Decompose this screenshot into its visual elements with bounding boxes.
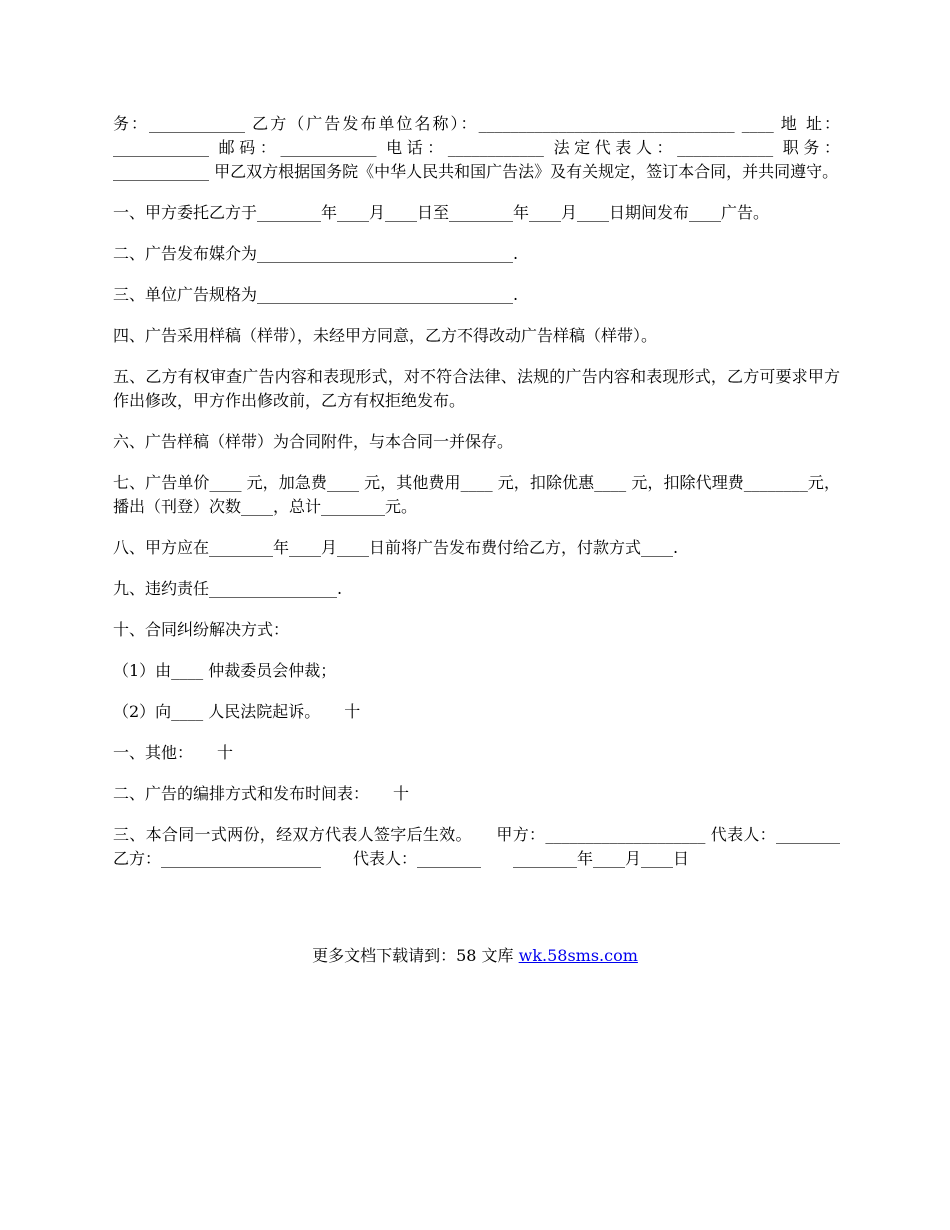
clause-8: 八、甲方应在________年____月____日前将广告发布费付给乙方，付款方式____.	[113, 538, 679, 557]
clause-10-arbitration: （1）由____ 仲裁委员会仲裁；	[113, 661, 337, 680]
clause-6: 六、广告样稿（样带）为合同附件，与本合同一并保存。	[113, 432, 514, 451]
clause-9: 九、违约责任________________.	[113, 579, 343, 598]
contract-body	[113, 112, 873, 888]
clause-3: 三、单位广告规格为________________________________.	[113, 285, 519, 304]
clause-10: 十、合同纠纷解决方式：	[113, 620, 290, 639]
clause-12-schedule: 二、广告的编排方式和发布时间表： 十	[113, 784, 410, 803]
download-footer	[0, 943, 950, 966]
clause-7: 七、广告单价____ 元，加急费____ 元，其他费用____ 元，扣除优惠____ 元，扣除代理费________元，播出（刊登）次数____，总计________元。	[113, 473, 840, 516]
clause-intro: 务：____________ 乙方（广告发布单位名称）：________________________________ ____ 地 址：____________ 邮码：____________ 电话：____________ 法定代表人：____________ 职务：____________ 甲乙双方根据国务院《中华人民共和国广告法》及有关规定，签订本合同，并共同遵守。	[113, 114, 840, 181]
clause-13-signatures: 三、本合同一式两份，经双方代表人签字后生效。 甲方：____________________ 代表人：________ 乙方：____________________ 代表人：________ ________年____月____日	[113, 825, 873, 868]
footer-link[interactable]: wk.58sms.com	[518, 946, 638, 965]
clause-11-other: 一、其他： 十	[113, 743, 234, 762]
clause-10-court: （2）向____ 人民法院起诉。 十	[113, 702, 361, 721]
clause-2: 二、广告发布媒介为________________________________.	[113, 244, 519, 263]
footer-text: 更多文档下载请到：58 文库	[312, 946, 519, 965]
clause-5: 五、乙方有权审查广告内容和表现形式，对不符合法律、法规的广告内容和表现形式，乙方可要求甲方作出修改，甲方作出修改前，乙方有权拒绝发布。	[113, 367, 840, 410]
clause-4: 四、广告采用样稿（样带），未经甲方同意，乙方不得改动广告样稿（样带）。	[113, 326, 658, 345]
clause-1: 一、甲方委托乙方于________年____月____日至________年____月____日期间发布____广告。	[113, 203, 770, 222]
